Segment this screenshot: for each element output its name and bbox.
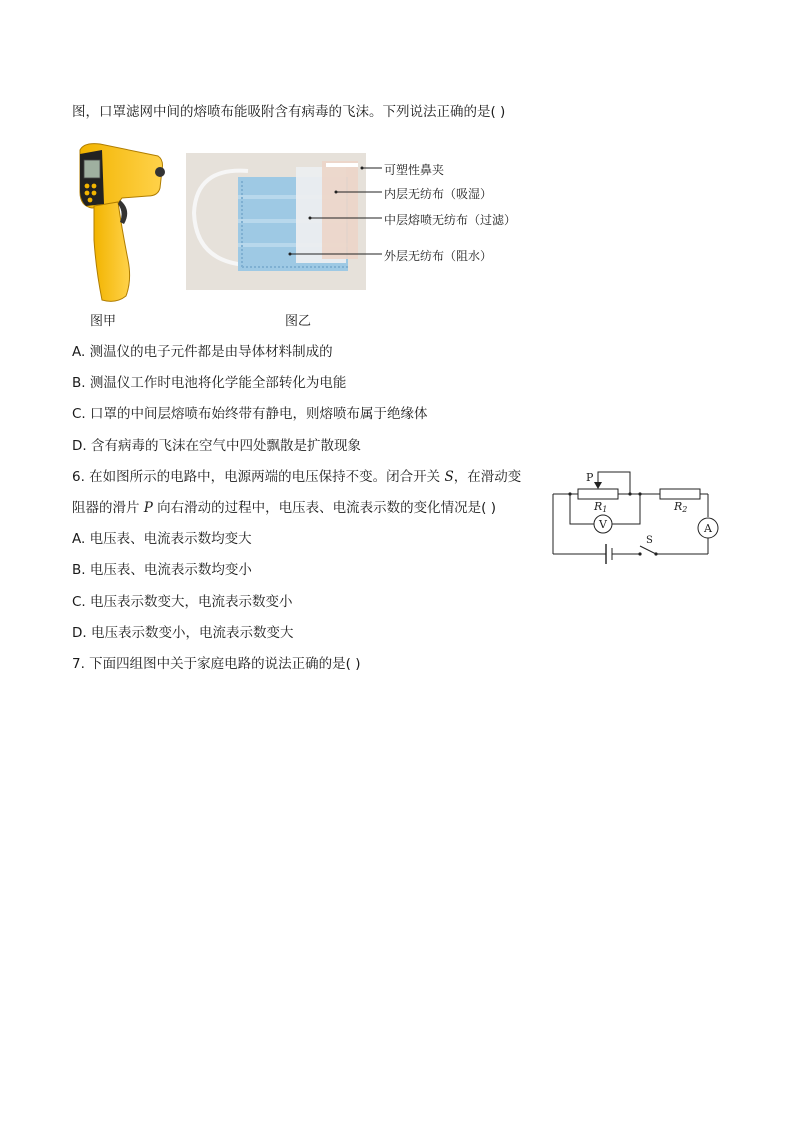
mask-label-nose-clip: 可塑性鼻夹 <box>384 163 445 177</box>
resistor-r2 <box>660 489 700 499</box>
svg-text:R1 <box>593 500 607 514</box>
thermometer-image <box>72 140 167 305</box>
figure-b-caption: 图乙 <box>285 314 312 329</box>
q5-option-d: D. 含有病毒的飞沫在空气中四处飘散是扩散现象 <box>72 438 361 454</box>
r2-label: R <box>674 500 683 513</box>
switch-variable: S <box>444 469 454 485</box>
q7-stem: 7. 下面四组图中关于家庭电路的说法正确的是( ) <box>72 656 361 672</box>
resistor-r1 <box>578 489 618 499</box>
slider-variable: P <box>143 500 153 516</box>
ammeter-label: A <box>704 522 712 535</box>
mask-label-middle-layer: 中层熔喷无纺布（过滤） <box>384 213 517 227</box>
q5-option-c: C. 口罩的中间层熔喷布始终带有静电，则熔喷布属于绝缘体 <box>72 406 428 422</box>
q6-option-d: D. 电压表示数变小，电流表示数变大 <box>72 625 294 641</box>
mask-label-outer-layer: 外层无纺布（阻水） <box>384 249 493 263</box>
q5-option-b: B. 测温仪工作时电池将化学能全部转化为电能 <box>72 375 347 391</box>
q6-option-c: C. 电压表示数变大，电流表示数变小 <box>72 594 293 610</box>
q6-stem-line2: 阻器的滑片 P 向右滑动的过程中，电压表、电流表示数的变化情况是( ) <box>72 500 497 516</box>
q5-stem: 图，口罩滤网中间的熔喷布能吸附含有病毒的飞沫。下列说法正确的是( ) <box>72 104 506 120</box>
r1-subscript: 1 <box>602 505 608 514</box>
figure-a-caption: 图甲 <box>90 314 117 329</box>
slider-arrow <box>594 482 602 489</box>
voltmeter-label: V <box>599 518 607 531</box>
slider-label: P <box>586 471 594 484</box>
r1-label: R <box>594 500 603 513</box>
q6-option-a: A. 电压表、电流表示数均变大 <box>72 531 252 547</box>
mask-label-inner-layer: 内层无纺布（吸湿） <box>384 187 493 201</box>
r2-subscript: 2 <box>682 505 688 514</box>
circuit-diagram <box>548 464 724 568</box>
q6-stem-line1: 6. 在如图所示的电路中，电源两端的电压保持不变。闭合开关 S，在滑动变 <box>72 469 522 485</box>
q6-option-b: B. 电压表、电流表示数均变小 <box>72 562 252 578</box>
svg-text:R2 <box>673 500 687 514</box>
switch-symbol <box>640 546 656 554</box>
q5-option-a: A. 测温仪的电子元件都是由导体材料制成的 <box>72 344 333 360</box>
mask-callout-lines <box>280 160 390 270</box>
switch-label: S <box>646 535 653 546</box>
